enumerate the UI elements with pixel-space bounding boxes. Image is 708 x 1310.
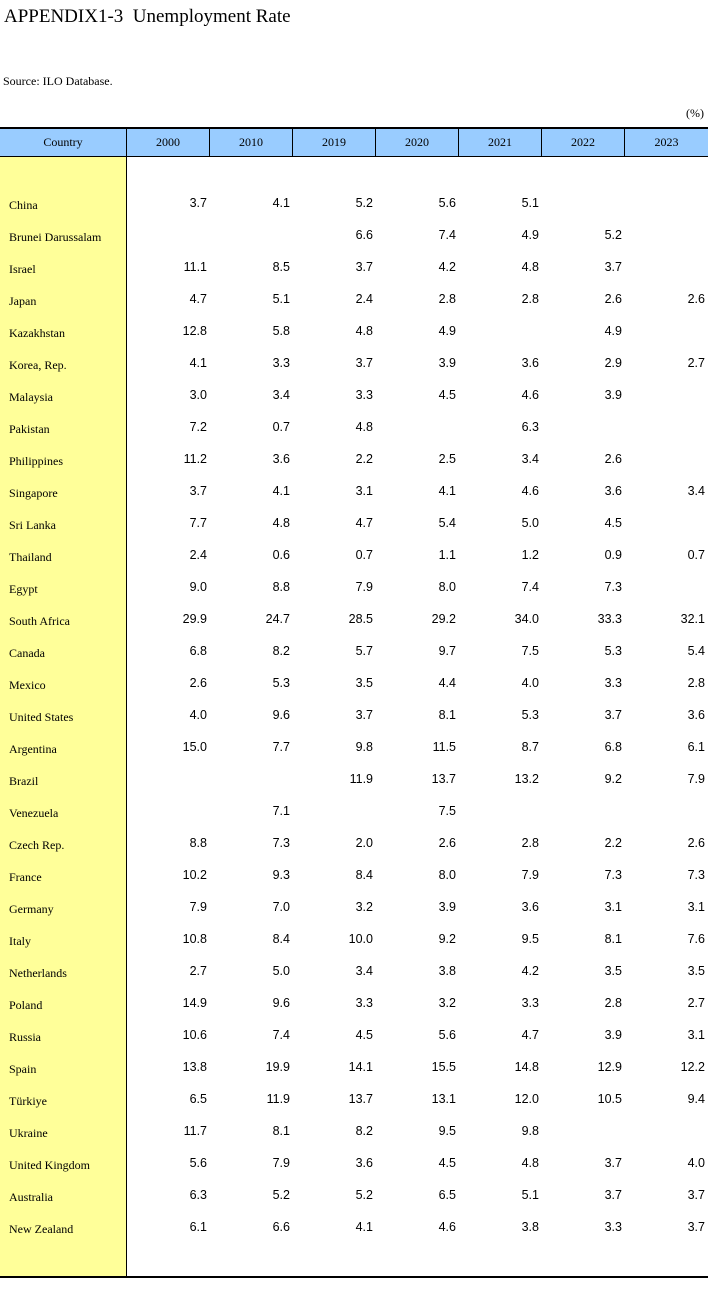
table-header [0, 129, 708, 157]
country-name: Brunei Darussalam [9, 230, 102, 244]
country-name: Venezuela [9, 806, 59, 820]
table-row [0, 1118, 708, 1150]
value-2010: 4.1 [272, 196, 290, 210]
value-2000: 14.9 [182, 996, 207, 1010]
country-name: Canada [9, 646, 45, 660]
value-2020: 9.2 [438, 932, 456, 946]
value-2010: 0.7 [272, 420, 290, 434]
value-2022: 12.9 [597, 1060, 622, 1074]
value-2019: 11.9 [349, 772, 373, 786]
value-2020: 1.1 [438, 548, 456, 562]
value-2022: 3.1 [604, 900, 622, 914]
value-2010: 19.9 [265, 1060, 290, 1074]
country-name: Czech Rep. [9, 838, 65, 852]
table-row [0, 958, 708, 990]
value-2019: 3.5 [355, 676, 373, 690]
value-2022: 33.3 [597, 612, 622, 626]
country-name: Pakistan [9, 422, 50, 436]
value-2000: 2.6 [189, 676, 207, 690]
value-2022: 3.3 [604, 676, 622, 690]
value-2021: 8.7 [521, 740, 539, 754]
value-2020: 15.5 [431, 1060, 456, 1074]
value-2020: 11.5 [432, 740, 456, 754]
value-2019: 4.7 [355, 516, 373, 530]
value-2019: 13.7 [348, 1092, 373, 1106]
value-2022: 3.6 [604, 484, 622, 498]
value-2023: 3.7 [687, 1188, 705, 1202]
value-2023: 3.6 [687, 708, 705, 722]
value-2021: 3.3 [521, 996, 539, 1010]
value-2022: 7.3 [604, 868, 622, 882]
value-2010: 9.6 [272, 996, 290, 1010]
value-2022: 10.5 [597, 1092, 622, 1106]
value-2023: 9.4 [687, 1092, 705, 1106]
value-2010: 0.6 [272, 548, 290, 562]
value-2021: 7.9 [521, 868, 539, 882]
header-2019: 2019 [293, 129, 376, 156]
value-2000: 3.7 [189, 484, 207, 498]
value-2020: 4.5 [438, 1156, 456, 1170]
value-2021: 4.7 [521, 1028, 539, 1042]
value-2021: 1.2 [521, 548, 539, 562]
value-2010: 5.2 [272, 1188, 290, 1202]
value-2021: 14.8 [514, 1060, 539, 1074]
value-2010: 9.3 [272, 868, 290, 882]
value-2000: 5.6 [189, 1156, 207, 1170]
value-2023: 2.7 [687, 996, 705, 1010]
table-row [0, 894, 708, 926]
value-2000: 12.8 [182, 324, 207, 338]
value-2019: 7.9 [355, 580, 373, 594]
value-2021: 5.0 [521, 516, 539, 530]
value-2022: 3.7 [604, 260, 622, 274]
table-row [0, 1022, 708, 1054]
value-2000: 11.2 [183, 452, 207, 466]
table-row [0, 606, 708, 638]
value-2020: 8.0 [438, 580, 456, 594]
value-2020: 4.2 [438, 260, 456, 274]
value-2010: 7.4 [272, 1028, 290, 1042]
header-2021: 2021 [459, 129, 542, 156]
value-2019: 3.1 [355, 484, 373, 498]
table-row [0, 830, 708, 862]
value-2021: 9.8 [521, 1124, 539, 1138]
country-name: South Africa [9, 614, 70, 628]
value-2020: 8.0 [438, 868, 456, 882]
value-2020: 5.6 [438, 196, 456, 210]
value-2010: 5.1 [272, 292, 290, 306]
page-title: APPENDIX1-3 Unemployment Rate [4, 6, 291, 27]
value-2010: 11.9 [266, 1092, 290, 1106]
value-2000: 9.0 [189, 580, 207, 594]
value-2023: 32.1 [680, 612, 705, 626]
value-2021: 9.5 [521, 932, 539, 946]
country-name: Egypt [9, 582, 38, 596]
value-2022: 2.6 [604, 292, 622, 306]
country-name: Sri Lanka [9, 518, 56, 532]
source-note: Source: ILO Database. [3, 74, 113, 88]
value-2021: 4.6 [521, 388, 539, 402]
table-row [0, 1054, 708, 1086]
value-2019: 3.3 [355, 996, 373, 1010]
value-2019: 5.2 [355, 1188, 373, 1202]
value-2020: 5.6 [438, 1028, 456, 1042]
value-2022: 3.7 [604, 708, 622, 722]
value-2000: 4.0 [189, 708, 207, 722]
value-2021: 4.9 [521, 228, 539, 242]
value-2021: 34.0 [514, 612, 539, 626]
value-2019: 3.4 [355, 964, 373, 978]
country-name: Korea, Rep. [9, 358, 67, 372]
value-2019: 9.8 [355, 740, 373, 754]
value-2000: 10.2 [182, 868, 207, 882]
table-row [0, 510, 708, 542]
value-2021: 3.8 [521, 1220, 539, 1234]
value-2010: 8.4 [272, 932, 290, 946]
value-2019: 2.4 [355, 292, 373, 306]
table-row [0, 414, 708, 446]
value-2019: 3.2 [355, 900, 373, 914]
country-name: Australia [9, 1190, 53, 1204]
table-row [0, 926, 708, 958]
country-name: Spain [9, 1062, 37, 1076]
table-row [0, 1214, 708, 1246]
value-2021: 4.2 [521, 964, 539, 978]
value-2023: 7.3 [687, 868, 705, 882]
value-2022: 8.1 [604, 932, 622, 946]
country-name: Israel [9, 262, 36, 276]
value-2020: 13.7 [431, 772, 456, 786]
value-2021: 2.8 [521, 292, 539, 306]
table-row [0, 350, 708, 382]
value-2022: 3.3 [604, 1220, 622, 1234]
value-2010: 3.6 [272, 452, 290, 466]
value-2022: 4.5 [604, 516, 622, 530]
value-2022: 2.8 [604, 996, 622, 1010]
table-row [0, 1086, 708, 1118]
header-2023: 2023 [654, 135, 679, 149]
value-2000: 29.9 [182, 612, 207, 626]
value-2020: 3.9 [438, 900, 456, 914]
value-2019: 2.0 [355, 836, 373, 850]
country-name: Thailand [9, 550, 52, 564]
value-2000: 6.1 [189, 1220, 207, 1234]
country-name: Netherlands [9, 966, 67, 980]
country-name: Germany [9, 902, 54, 916]
value-2021: 13.2 [514, 772, 539, 786]
value-2019: 6.6 [355, 228, 373, 242]
country-name: Singapore [9, 486, 58, 500]
value-2022: 5.2 [604, 228, 622, 242]
country-name: France [9, 870, 42, 884]
table-row [0, 862, 708, 894]
value-2010: 8.8 [272, 580, 290, 594]
value-2021: 3.6 [521, 900, 539, 914]
value-2022: 3.5 [604, 964, 622, 978]
value-2020: 3.8 [438, 964, 456, 978]
value-2021: 7.5 [521, 644, 539, 658]
value-2020: 3.2 [438, 996, 456, 1010]
value-2022: 3.9 [604, 388, 622, 402]
value-2019: 3.3 [355, 388, 373, 402]
table-row [0, 254, 708, 286]
table-row [0, 542, 708, 574]
value-2021: 3.4 [521, 452, 539, 466]
country-name: Italy [9, 934, 31, 948]
value-2010: 7.0 [272, 900, 290, 914]
value-2020: 4.4 [438, 676, 456, 690]
value-2022: 3.9 [604, 1028, 622, 1042]
country-name: China [9, 198, 38, 212]
table-row [0, 670, 708, 702]
value-2020: 2.8 [438, 292, 456, 306]
value-2021: 3.6 [521, 356, 539, 370]
country-name: New Zealand [9, 1222, 74, 1236]
table-row [0, 766, 708, 798]
value-2023: 3.1 [687, 900, 705, 914]
value-2021: 5.3 [521, 708, 539, 722]
value-2010: 8.5 [272, 260, 290, 274]
value-2022: 3.7 [604, 1188, 622, 1202]
value-2022: 6.8 [604, 740, 622, 754]
table-row [0, 222, 708, 254]
value-2019: 28.5 [348, 612, 373, 626]
value-2022: 3.7 [604, 1156, 622, 1170]
value-2019: 3.7 [355, 356, 373, 370]
value-2023: 3.5 [687, 964, 705, 978]
header-country: Country [0, 129, 127, 156]
value-2000: 2.4 [189, 548, 207, 562]
value-2020: 13.1 [431, 1092, 456, 1106]
value-2000: 10.6 [182, 1028, 207, 1042]
value-2000: 10.8 [182, 932, 207, 946]
unemployment-table [0, 127, 708, 1278]
value-2023: 5.4 [687, 644, 705, 658]
value-2019: 3.7 [355, 260, 373, 274]
value-2010: 5.3 [272, 676, 290, 690]
value-2010: 9.6 [272, 708, 290, 722]
value-2020: 2.6 [438, 836, 456, 850]
value-2000: 8.8 [189, 836, 207, 850]
value-2020: 5.4 [438, 516, 456, 530]
value-2019: 5.7 [355, 644, 373, 658]
value-2010: 7.1 [272, 804, 290, 818]
value-2021: 5.1 [521, 1188, 539, 1202]
table-row [0, 638, 708, 670]
value-2021: 6.3 [521, 420, 539, 434]
country-name: Poland [9, 998, 43, 1012]
value-2010: 7.3 [272, 836, 290, 850]
value-2010: 8.1 [272, 1124, 290, 1138]
value-2010: 7.9 [272, 1156, 290, 1170]
value-2000: 15.0 [182, 740, 207, 754]
country-name: United Kingdom [9, 1158, 90, 1172]
header-2020: 2020 [376, 129, 459, 156]
value-2000: 6.5 [189, 1092, 207, 1106]
value-2020: 4.6 [438, 1220, 456, 1234]
value-2021: 12.0 [514, 1092, 539, 1106]
country-name: Argentina [9, 742, 57, 756]
table-row [0, 798, 708, 830]
value-2019: 4.8 [355, 324, 373, 338]
country-name: Brazil [9, 774, 39, 788]
country-name: Japan [9, 294, 37, 308]
value-2021: 4.8 [521, 1156, 539, 1170]
value-2020: 8.1 [438, 708, 456, 722]
country-name: United States [9, 710, 74, 724]
value-2022: 9.2 [604, 772, 622, 786]
value-2021: 4.8 [521, 260, 539, 274]
value-2022: 2.9 [604, 356, 622, 370]
value-2000: 7.9 [189, 900, 207, 914]
value-2020: 7.4 [438, 228, 456, 242]
value-2010: 4.8 [272, 516, 290, 530]
value-2010: 24.7 [265, 612, 290, 626]
table-row [0, 190, 708, 222]
value-2020: 4.1 [438, 484, 456, 498]
value-2020: 7.5 [438, 804, 456, 818]
value-2020: 9.5 [438, 1124, 456, 1138]
value-2023: 3.1 [687, 1028, 705, 1042]
value-2010: 5.8 [272, 324, 290, 338]
table-row [0, 1182, 708, 1214]
table-row [0, 990, 708, 1022]
value-2000: 11.7 [183, 1124, 207, 1138]
value-2023: 2.8 [687, 676, 705, 690]
value-2010: 3.3 [272, 356, 290, 370]
value-2020: 4.5 [438, 388, 456, 402]
value-2023: 6.1 [687, 740, 705, 754]
value-2023: 12.2 [680, 1060, 705, 1074]
table-row [0, 446, 708, 478]
table-row [0, 286, 708, 318]
table-row [0, 318, 708, 350]
table-row [0, 702, 708, 734]
value-2019: 3.6 [355, 1156, 373, 1170]
value-2000: 4.1 [189, 356, 207, 370]
value-2020: 2.5 [438, 452, 456, 466]
value-2019: 5.2 [355, 196, 373, 210]
value-2021: 5.1 [521, 196, 539, 210]
country-name: Malaysia [9, 390, 53, 404]
value-2010: 5.0 [272, 964, 290, 978]
value-2021: 4.6 [521, 484, 539, 498]
value-2000: 2.7 [189, 964, 207, 978]
country-name: Russia [9, 1030, 42, 1044]
value-2000: 3.0 [189, 388, 207, 402]
value-2000: 11.1 [183, 260, 207, 274]
value-2023: 0.7 [687, 548, 705, 562]
value-2022: 7.3 [604, 580, 622, 594]
bottom-rule [0, 1276, 708, 1278]
value-2021: 2.8 [521, 836, 539, 850]
value-2010: 7.7 [272, 740, 290, 754]
value-2022: 2.6 [604, 452, 622, 466]
table-row [0, 478, 708, 510]
header-2000: 2000 [127, 129, 210, 156]
table-row [0, 734, 708, 766]
value-2023: 4.0 [687, 1156, 705, 1170]
header-2010: 2010 [210, 129, 293, 156]
value-2000: 3.7 [189, 196, 207, 210]
value-2020: 6.5 [438, 1188, 456, 1202]
value-2019: 4.8 [355, 420, 373, 434]
value-2019: 8.4 [355, 868, 373, 882]
value-2022: 5.3 [604, 644, 622, 658]
table-row [0, 574, 708, 606]
value-2021: 7.4 [521, 580, 539, 594]
value-2000: 13.8 [182, 1060, 207, 1074]
value-2023: 3.7 [687, 1220, 705, 1234]
value-2023: 7.9 [687, 772, 705, 786]
value-2000: 7.2 [189, 420, 207, 434]
value-2000: 6.8 [189, 644, 207, 658]
value-2023: 2.6 [687, 292, 705, 306]
value-2023: 2.6 [687, 836, 705, 850]
value-2019: 2.2 [355, 452, 373, 466]
country-name: Kazakhstan [9, 326, 65, 340]
value-2020: 3.9 [438, 356, 456, 370]
value-2010: 6.6 [272, 1220, 290, 1234]
value-2019: 3.7 [355, 708, 373, 722]
country-name: Ukraine [9, 1126, 48, 1140]
value-2022: 2.2 [604, 836, 622, 850]
value-2020: 4.9 [438, 324, 456, 338]
table-row [0, 1150, 708, 1182]
value-2019: 14.1 [348, 1060, 373, 1074]
value-2019: 4.1 [355, 1220, 373, 1234]
value-2010: 3.4 [272, 388, 290, 402]
value-2020: 29.2 [431, 612, 456, 626]
value-2000: 6.3 [189, 1188, 207, 1202]
value-2022: 0.9 [604, 548, 622, 562]
value-2019: 10.0 [348, 932, 373, 946]
unit-label: (%) [686, 106, 704, 120]
value-2019: 4.5 [355, 1028, 373, 1042]
value-2000: 7.7 [189, 516, 207, 530]
value-2020: 9.7 [438, 644, 456, 658]
table-row [0, 382, 708, 414]
value-2010: 4.1 [272, 484, 290, 498]
value-2010: 8.2 [272, 644, 290, 658]
value-2000: 4.7 [189, 292, 207, 306]
country-name: Philippines [9, 454, 64, 468]
value-2023: 2.7 [687, 356, 705, 370]
value-2023: 3.4 [687, 484, 705, 498]
value-2022: 4.9 [604, 324, 622, 338]
value-2023: 7.6 [687, 932, 705, 946]
country-name: Türkiye [9, 1094, 47, 1108]
value-2021: 4.0 [521, 676, 539, 690]
header-2022: 2022 [542, 129, 625, 156]
country-name: Mexico [9, 678, 46, 692]
value-2019: 0.7 [355, 548, 373, 562]
value-2019: 8.2 [355, 1124, 373, 1138]
